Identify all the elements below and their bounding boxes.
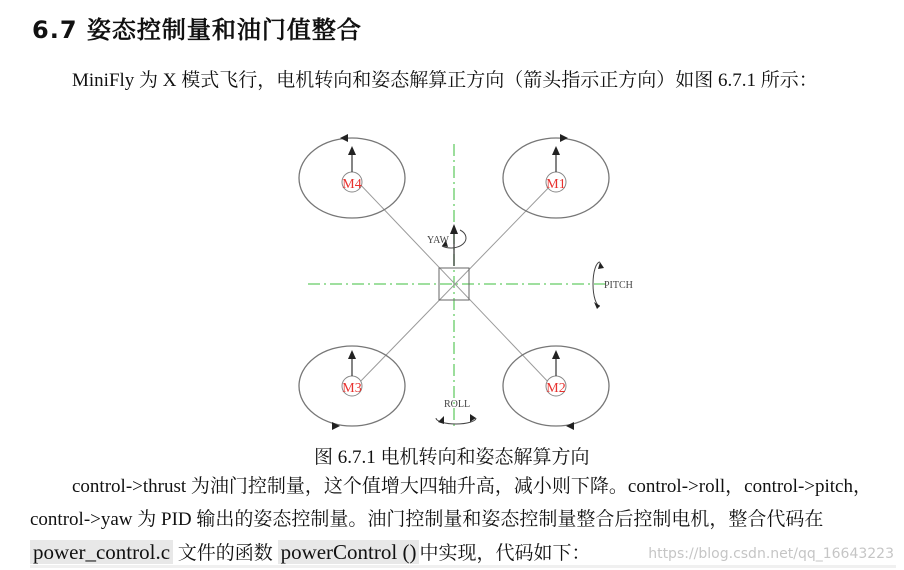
file-name-code: power_control.c xyxy=(30,540,173,564)
quadcopter-svg xyxy=(294,130,654,436)
roll-label: ROLL xyxy=(444,399,471,410)
watermark: https://blog.csdn.net/qq_16643223 xyxy=(648,546,894,562)
figure-caption: 图 6.7.1 电机转向和姿态解算方向 xyxy=(314,447,590,468)
motor-label-m1: M1 xyxy=(546,177,566,192)
rotor-m1 xyxy=(503,134,609,218)
rotor-m4 xyxy=(299,134,405,218)
motor-label-m3: M3 xyxy=(342,381,362,396)
paragraph-text-before: control->thrust 为油门控制量，这个值增大四轴升高，减小则下降。control->roll，control->pitch，control->yaw 为 PID 输出的姿态控制量。油门控制量和姿态控制量整合后控制电机，整合代码在 xyxy=(30,476,872,530)
pitch-label: PITCH xyxy=(604,280,633,291)
yaw-label: YAW xyxy=(427,235,449,246)
yaw-indicator xyxy=(427,224,466,266)
motor-label-m2: M2 xyxy=(546,381,566,396)
rotor-m3 xyxy=(299,346,405,430)
paragraph-text-middle: 文件的函数 xyxy=(173,543,278,564)
rotor-m2 xyxy=(503,346,609,430)
paragraph-text-after: 中实现，代码如下： xyxy=(419,543,591,564)
function-name-code: powerControl () xyxy=(278,540,420,564)
motor-label-m4: M4 xyxy=(342,177,362,192)
bottom-divider xyxy=(30,565,896,568)
intro-paragraph: MiniFly 为 X 模式飞行，电机转向和姿态解算正方向（箭头指示正方向）如图 6.7.1 所示： xyxy=(72,70,818,91)
pitch-indicator xyxy=(593,262,633,309)
quadcopter-diagram xyxy=(294,130,654,436)
roll-indicator xyxy=(436,399,476,424)
section-heading: 6.7 姿态控制量和油门值整合 xyxy=(32,16,362,44)
